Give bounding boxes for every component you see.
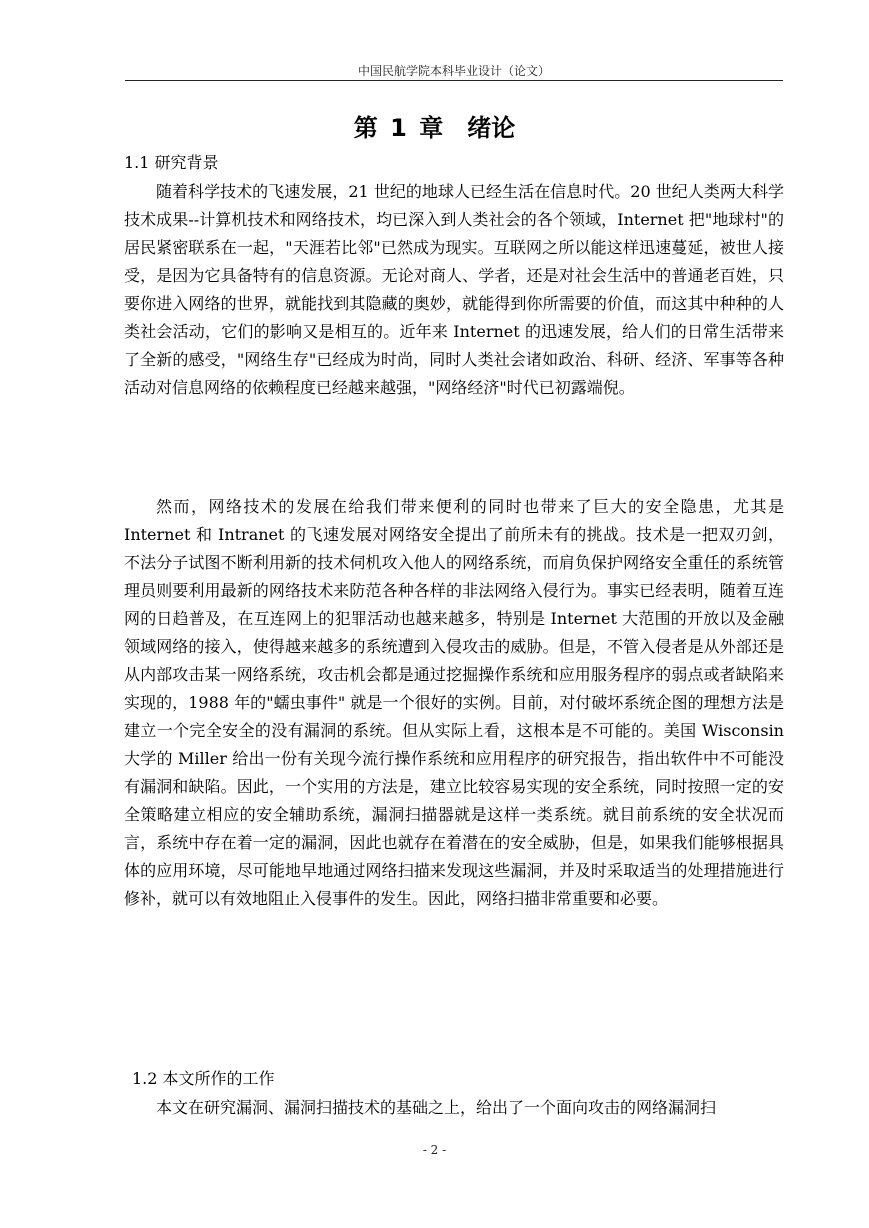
section-heading-1-1: 1.1 研究背景 xyxy=(124,153,219,172)
running-header: 中国民航学院本科毕业设计（论文） xyxy=(357,64,550,78)
header-rule xyxy=(125,80,783,81)
chapter-title: 第 1 章 绪论 xyxy=(353,114,516,142)
section-heading-1-2: 1.2 本文所作的工作 xyxy=(132,1069,275,1088)
paragraph-background-1: 随着科学技术的飞速发展，21 世纪的地球人已经生活在信息时代。20 世纪人类两大科学技术成果--计算机技术和网络技术，均已深入到人类社会的各个领域，Internet 把"地球村"的居民紧密联系在一起，"天涯若比邻"已然成为现实。互联网之所以能这样迅速蔓延，被世人接受，是因为它具备特有的信息资源。无论对商人、学者，还是对社会生活中的普通老百姓，只要你进入网络的世界，就能找到其隐藏的奥妙，就能得到你所需要的价值，而这其中种种的人类社会活动，它们的影响又是相互的。近年来 Internet 的迅速发展，给人们的日常生活带来了全新的感受，"网络生存"已经成为时尚，同时人类社会诸如政治、科研、经济、军事等各种活动对信息网络的依赖程度已经越来越强，"网络经济"时代已初露端倪。 xyxy=(124,182,784,397)
page-number: - 2 - xyxy=(422,1143,447,1157)
paragraph-background-2: 然而，网络技术的发展在给我们带来便利的同时也带来了巨大的安全隐患，尤其是 Internet 和 Intranet 的飞速发展对网络安全提出了前所未有的挑战。技术是一把双刃剑，不法分子试图不断利用新的技术伺机攻入他人的网络系统，而肩负保护网络安全重任的系统管理员则要利用最新的网络技术来防范各种各样的非法网络入侵行为。事实已经表明，随着互连网的日趋普及，在互连网上的犯罪活动也越来越多，特别是 Internet 大范围的开放以及金融领域网络的接入，使得越来越多的系统遭到入侵攻击的威胁。但是，不管入侵者是从外部还是从内部攻击某一网络系统，攻击机会都是通过挖掘操作系统和应用服务程序的弱点或者缺陷来实现的，1988 年的"蠕虫事件" 就是一个很好的实例。目前，对付破坏系统企图的理想方法是建立一个完全安全的没有漏洞的系统。但从实际上看，这根本是不可能的。美国 Wisconsin 大学的 Miller 给出一份有关现今流行操作系统和应用程序的研究报告，指出软件中不可能没有漏洞和缺陷。因此，一个实用的方法是，建立比较容易实现的安全系统，同时按照一定的安全策略建立相应的安全辅助系统，漏洞扫描器就是这样一类系统。就目前系统的安全状况而言，系统中存在着一定的漏洞，因此也就存在着潜在的安全威胁，但是，如果我们能够根据具体的应用环境，尽可能地早地通过网络扫描来发现这些漏洞，并及时采取适当的处理措施进行修补，就可以有效地阻止入侵事件的发生。因此，网络扫描非常重要和必要。 xyxy=(124,497,784,908)
paragraph-work-1: 本文在研究漏洞、漏洞扫描技术的基础之上，给出了一个面向攻击的网络漏洞扫 xyxy=(156,1098,717,1117)
